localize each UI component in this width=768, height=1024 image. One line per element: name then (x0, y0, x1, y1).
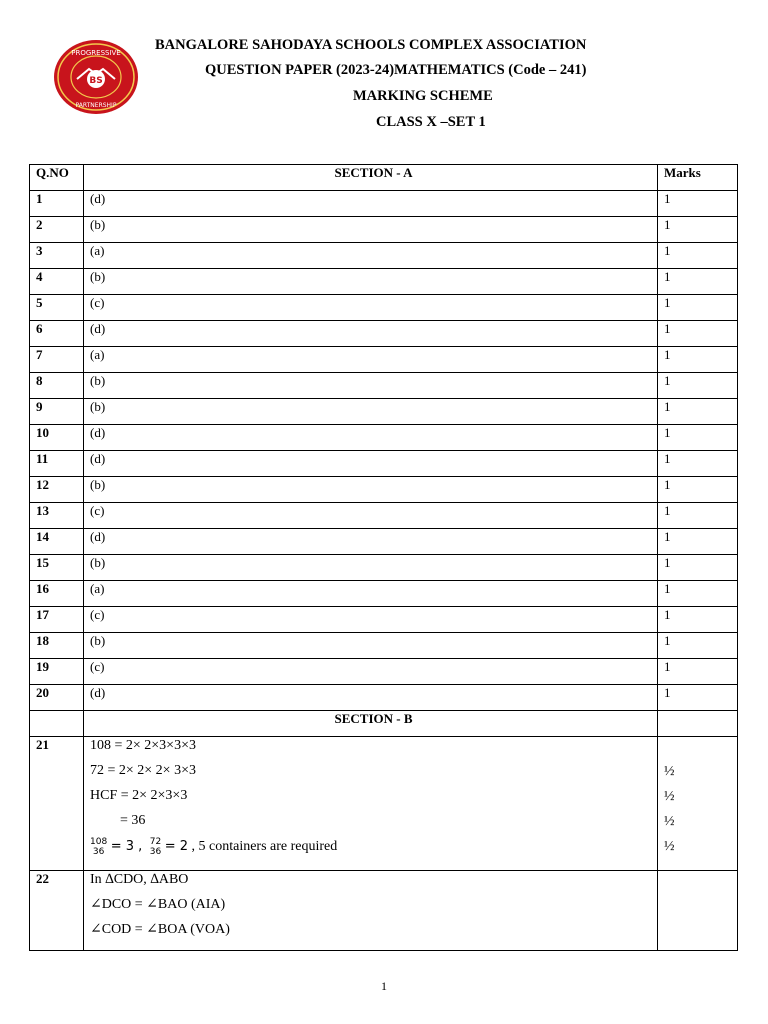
answer-option: (b) (84, 399, 658, 425)
q22-line-3: ∠COD = ∠BOA (VOA) (90, 922, 230, 937)
q21-conclusion: , 5 containers are required (191, 839, 338, 855)
mark-value: ½ (664, 764, 675, 779)
mark-value: 1 (658, 607, 738, 633)
question-number: 18 (30, 633, 84, 659)
mark-value: 1 (658, 399, 738, 425)
answer-option: (b) (84, 633, 658, 659)
mark-value (664, 737, 737, 762)
table-row (30, 321, 738, 347)
page-number: 1 (381, 979, 387, 993)
marks-q22 (658, 871, 738, 951)
question-number: 13 (30, 503, 84, 529)
table-row (30, 685, 738, 711)
fraction-108-36 (90, 837, 107, 857)
table-row (30, 581, 738, 607)
table-row-q22 (30, 871, 738, 951)
marks-q21 (658, 737, 738, 871)
question-number: 6 (30, 321, 84, 347)
table-row (30, 295, 738, 321)
answer-option: (c) (84, 503, 658, 529)
answer-option: (d) (84, 529, 658, 555)
header-association: BANGALORE SAHODAYA SCHOOLS COMPLEX ASSOCIATION (155, 37, 587, 53)
mark-value: 1 (658, 581, 738, 607)
header-paper: QUESTION PAPER (2023-24)MATHEMATICS (Code – 241) (205, 62, 587, 78)
mark-value: 1 (658, 659, 738, 685)
table-row (30, 243, 738, 269)
logo-monogram: BS (89, 76, 103, 86)
table-row (30, 399, 738, 425)
table-row (30, 529, 738, 555)
question-number: 19 (30, 659, 84, 685)
answer-option: (a) (84, 347, 658, 373)
table-row (30, 347, 738, 373)
table-row (30, 555, 738, 581)
table-row (30, 191, 738, 217)
fraction-result: = 2 (164, 839, 188, 855)
question-number: 17 (30, 607, 84, 633)
school-logo (53, 39, 139, 115)
answer-option: (b) (84, 477, 658, 503)
table-row (30, 217, 738, 243)
question-number: 15 (30, 555, 84, 581)
question-number: 4 (30, 269, 84, 295)
section-b-heading: SECTION - B (84, 711, 658, 737)
qno-22: 22 (30, 871, 84, 951)
answer-option: (c) (84, 607, 658, 633)
mark-value: 1 (658, 373, 738, 399)
mark-value: 1 (658, 451, 738, 477)
fraction-result: = 3 , (110, 839, 143, 855)
mark-value: 1 (658, 243, 738, 269)
table-row (30, 607, 738, 633)
question-number: 9 (30, 399, 84, 425)
question-number: 2 (30, 217, 84, 243)
mark-value: 1 (658, 425, 738, 451)
mark-value: 1 (658, 685, 738, 711)
question-number: 12 (30, 477, 84, 503)
question-number: 8 (30, 373, 84, 399)
q21-line-4: = 36 (120, 813, 146, 828)
q21-line-5 (90, 837, 657, 862)
mark-value: 1 (658, 633, 738, 659)
answer-option: (b) (84, 555, 658, 581)
answer-option: (d) (84, 321, 658, 347)
question-number: 10 (30, 425, 84, 451)
mark-value: 1 (658, 347, 738, 373)
question-number: 11 (30, 451, 84, 477)
fraction-72-36 (150, 837, 161, 857)
mark-value: 1 (658, 217, 738, 243)
answer-option: (c) (84, 659, 658, 685)
question-number: 20 (30, 685, 84, 711)
question-number: 14 (30, 529, 84, 555)
fraction-numerator: 72 (149, 837, 162, 847)
mark-value: 1 (658, 529, 738, 555)
mark-value: ½ (664, 789, 675, 804)
table-header-row (30, 165, 738, 191)
table-row (30, 633, 738, 659)
answer-option: (b) (84, 269, 658, 295)
q22-line-1: In ∆CDO, ∆ABO (90, 872, 189, 887)
answer-option: (a) (84, 243, 658, 269)
q22-line-2: ∠DCO = ∠BAO (AIA) (90, 897, 226, 912)
header-marking-scheme: MARKING SCHEME (353, 88, 493, 104)
mark-value: ½ (664, 839, 675, 854)
q21-line-3: HCF = 2× 2×3×3 (90, 788, 188, 803)
mark-value: 1 (658, 269, 738, 295)
fraction-denominator: 36 (92, 847, 105, 857)
answer-option: (b) (84, 373, 658, 399)
mark-value: 1 (658, 555, 738, 581)
col-header-qno: Q.NO (30, 165, 84, 191)
header-class: CLASS X –SET 1 (376, 114, 486, 130)
fraction-numerator: 108 (90, 837, 108, 847)
table-row (30, 451, 738, 477)
table-row (30, 373, 738, 399)
table-row (30, 477, 738, 503)
q21-line-2: 72 = 2× 2× 2× 3×3 (90, 763, 196, 778)
fraction-denominator: 36 (149, 847, 162, 857)
question-number: 5 (30, 295, 84, 321)
marking-scheme-table (29, 164, 738, 951)
table-row (30, 269, 738, 295)
logo-text-top: PROGRESSIVE (71, 49, 121, 57)
logo-text-bottom: PARTNERSHIP (75, 102, 117, 109)
mark-value: ½ (664, 814, 675, 829)
mark-value: 1 (658, 321, 738, 347)
section-a-heading: SECTION - A (84, 165, 658, 191)
answer-q21 (84, 737, 658, 871)
answer-option: (d) (84, 685, 658, 711)
question-number: 3 (30, 243, 84, 269)
answer-option: (d) (84, 451, 658, 477)
mark-value: 1 (658, 503, 738, 529)
table-row (30, 503, 738, 529)
section-b-row (30, 711, 738, 737)
answer-option: (d) (84, 425, 658, 451)
table-row (30, 659, 738, 685)
answer-option: (a) (84, 581, 658, 607)
question-number: 7 (30, 347, 84, 373)
answer-option: (c) (84, 295, 658, 321)
answer-q22 (84, 871, 658, 951)
qno-21: 21 (30, 737, 84, 871)
q21-line-1: 108 = 2× 2×3×3×3 (90, 738, 196, 753)
table-row-q21 (30, 737, 738, 871)
mark-value: 1 (658, 477, 738, 503)
mark-value: 1 (658, 191, 738, 217)
question-number: 1 (30, 191, 84, 217)
col-header-marks: Marks (658, 165, 738, 191)
answer-option: (d) (84, 191, 658, 217)
question-number: 16 (30, 581, 84, 607)
table-row (30, 425, 738, 451)
answer-option: (b) (84, 217, 658, 243)
mark-value: 1 (658, 295, 738, 321)
